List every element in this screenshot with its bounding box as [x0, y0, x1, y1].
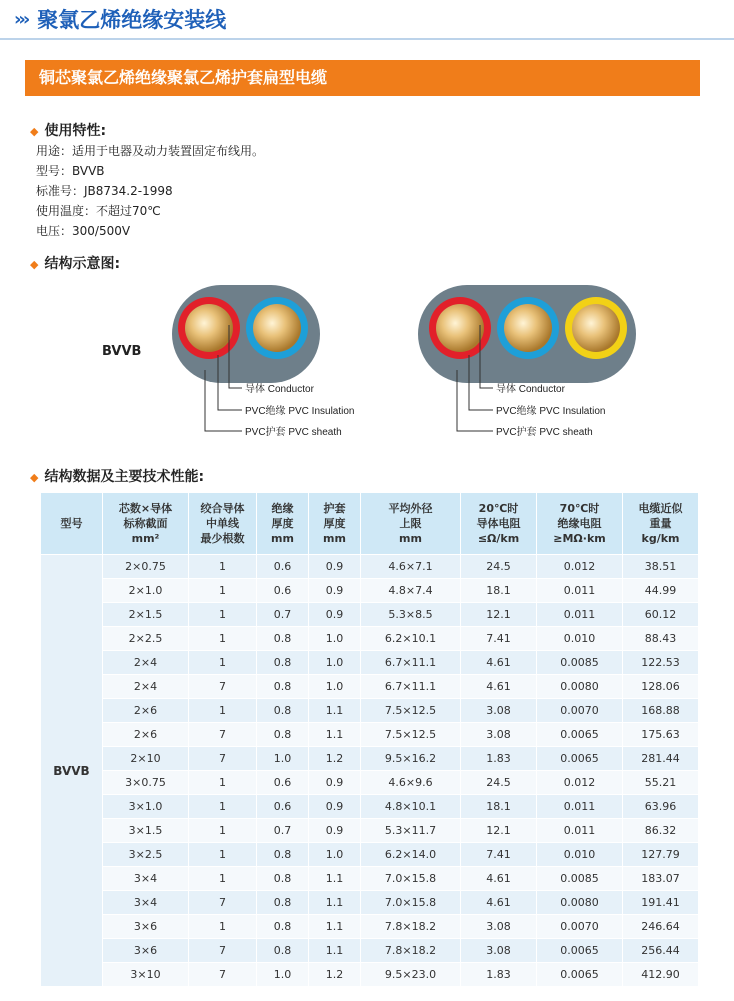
table-cell: 24.5 — [461, 771, 537, 795]
table-cell: 1.0 — [257, 963, 309, 987]
table-cell: 3×1.0 — [103, 795, 189, 819]
features-heading: ◆ 使用特性: — [30, 123, 107, 139]
table-cell: 0.8 — [257, 915, 309, 939]
column-header-line: 平均外径 — [388, 502, 433, 515]
table-cell: 0.9 — [309, 819, 361, 843]
table-cell: 4.61 — [461, 675, 537, 699]
table-cell: 0.9 — [309, 555, 361, 579]
table-cell: 18.1 — [461, 579, 537, 603]
table-row — [41, 555, 699, 579]
table-cell: 1 — [189, 603, 257, 627]
column-header-line: 芯数×导体 — [118, 502, 173, 515]
table-cell: 281.44 — [623, 747, 699, 771]
column-header-line: 电缆近似 — [638, 502, 683, 515]
table-cell: 0.6 — [257, 555, 309, 579]
table-cell: 0.9 — [309, 603, 361, 627]
table-row — [41, 627, 699, 651]
table-cell: 0.0065 — [537, 939, 623, 963]
table-cell: 5.3×11.7 — [361, 819, 461, 843]
table-cell: 24.5 — [461, 555, 537, 579]
table-cell: 7.8×18.2 — [361, 915, 461, 939]
table-cell: 0.0080 — [537, 891, 623, 915]
table-cell: 1.2 — [309, 747, 361, 771]
table-cell: 0.8 — [257, 699, 309, 723]
model-cell: BVVB — [41, 555, 103, 987]
table-cell: 4.8×10.1 — [361, 795, 461, 819]
table-cell: 1.1 — [309, 891, 361, 915]
column-header — [361, 493, 461, 555]
table-cell: 0.010 — [537, 627, 623, 651]
table-cell: 7 — [189, 747, 257, 771]
column-header-line: 重量 — [649, 517, 672, 530]
column-header — [103, 493, 189, 555]
table-cell: 3.08 — [461, 939, 537, 963]
table-cell: 0.8 — [257, 891, 309, 915]
table-cell: 3×2.5 — [103, 843, 189, 867]
table-cell: 1 — [189, 795, 257, 819]
spec-voltage: 电压：300/500V — [36, 224, 131, 238]
table-cell: 6.2×14.0 — [361, 843, 461, 867]
table-cell: 1 — [189, 579, 257, 603]
table-cell: 0.8 — [257, 939, 309, 963]
table-cell: 2×4 — [103, 651, 189, 675]
column-header-line: mm — [271, 532, 294, 545]
table-row — [41, 771, 699, 795]
table-cell: 0.0065 — [537, 747, 623, 771]
table-cell: 0.8 — [257, 723, 309, 747]
callout-sheath: PVC护套 PVC sheath — [496, 427, 593, 438]
header-divider — [0, 38, 734, 40]
table-cell: 86.32 — [623, 819, 699, 843]
table-cell: 7 — [189, 963, 257, 987]
column-header-line: mm — [323, 532, 346, 545]
structure-heading: ◆ 结构示意图: — [30, 256, 121, 272]
table-cell: 1 — [189, 867, 257, 891]
table-cell: 0.8 — [257, 627, 309, 651]
table-cell: 5.3×8.5 — [361, 603, 461, 627]
column-header-line: 厚度 — [323, 517, 346, 530]
table-row — [41, 963, 699, 987]
table-cell: 0.011 — [537, 819, 623, 843]
table-cell: 63.96 — [623, 795, 699, 819]
table-cell: 1.1 — [309, 915, 361, 939]
table-row — [41, 819, 699, 843]
data-heading: ◆ 结构数据及主要技术性能: — [30, 469, 205, 485]
table-cell: 88.43 — [623, 627, 699, 651]
table-cell: 175.63 — [623, 723, 699, 747]
table-cell: 0.8 — [257, 843, 309, 867]
table-cell: 7.5×12.5 — [361, 723, 461, 747]
table-cell: 0.8 — [257, 675, 309, 699]
table-cell: 168.88 — [623, 699, 699, 723]
table-cell: 412.90 — [623, 963, 699, 987]
table-cell: 7.8×18.2 — [361, 939, 461, 963]
table-cell: 3×6 — [103, 939, 189, 963]
column-header — [189, 493, 257, 555]
table-cell: 1 — [189, 699, 257, 723]
table-cell: 0.0070 — [537, 699, 623, 723]
table-cell: 122.53 — [623, 651, 699, 675]
table-cell: 9.5×16.2 — [361, 747, 461, 771]
table-cell: 0.0085 — [537, 867, 623, 891]
table-cell: 4.8×7.4 — [361, 579, 461, 603]
table-cell: 0.7 — [257, 603, 309, 627]
table-cell: 2×4 — [103, 675, 189, 699]
table-cell: 2×10 — [103, 747, 189, 771]
table-cell: 0.8 — [257, 651, 309, 675]
table-cell: 0.8 — [257, 867, 309, 891]
table-cell: 7.0×15.8 — [361, 867, 461, 891]
spec-model: 型号：BVVB — [36, 164, 105, 178]
table-cell: 0.010 — [537, 843, 623, 867]
column-header-line: 最少根数 — [200, 532, 245, 545]
column-header-line: 标称截面 — [123, 517, 168, 530]
table-row — [41, 723, 699, 747]
table-row — [41, 939, 699, 963]
column-header-line: 20℃时 — [478, 502, 519, 515]
spec-table-container — [40, 492, 698, 987]
table-cell: 3×4 — [103, 891, 189, 915]
table-cell: 183.07 — [623, 867, 699, 891]
callout-insulation: PVC绝缘 PVC Insulation — [245, 406, 355, 417]
column-header — [461, 493, 537, 555]
column-header-line: kg/km — [641, 532, 680, 545]
table-cell: 0.011 — [537, 603, 623, 627]
table-cell: 38.51 — [623, 555, 699, 579]
table-cell: 2×0.75 — [103, 555, 189, 579]
table-cell: 0.012 — [537, 771, 623, 795]
table-cell: 0.0085 — [537, 651, 623, 675]
table-cell: 1 — [189, 771, 257, 795]
table-cell: 0.6 — [257, 771, 309, 795]
table-cell: 55.21 — [623, 771, 699, 795]
table-cell: 3.08 — [461, 723, 537, 747]
page-title: 聚氯乙烯绝缘安装线 — [37, 8, 227, 32]
table-cell: 3.08 — [461, 699, 537, 723]
table-cell: 1.0 — [309, 651, 361, 675]
diagram-model-label: BVVB — [102, 344, 142, 359]
table-cell: 2×6 — [103, 699, 189, 723]
table-row — [41, 603, 699, 627]
table-cell: 246.64 — [623, 915, 699, 939]
table-cell: 3×0.75 — [103, 771, 189, 795]
column-header — [623, 493, 699, 555]
column-header-line: 绝缘 — [271, 502, 294, 515]
table-row — [41, 675, 699, 699]
table-cell: 1 — [189, 843, 257, 867]
table-cell: 7.5×12.5 — [361, 699, 461, 723]
table-row — [41, 915, 699, 939]
two-core-cable — [172, 285, 320, 383]
table-cell: 4.6×7.1 — [361, 555, 461, 579]
table-cell: 0.0065 — [537, 963, 623, 987]
table-cell: 1.1 — [309, 867, 361, 891]
chevrons-icon: ››› — [14, 8, 28, 30]
table-cell: 0.9 — [309, 579, 361, 603]
table-cell: 7 — [189, 675, 257, 699]
table-cell: 7 — [189, 723, 257, 747]
column-header — [309, 493, 361, 555]
table-row — [41, 651, 699, 675]
table-cell: 44.99 — [623, 579, 699, 603]
column-header-line: mm — [399, 532, 422, 545]
column-header-line: ≥MΩ·km — [553, 532, 606, 545]
table-cell: 7 — [189, 939, 257, 963]
table-row — [41, 843, 699, 867]
table-row — [41, 891, 699, 915]
table-row — [41, 699, 699, 723]
table-cell: 3.08 — [461, 915, 537, 939]
column-header-line: 护套 — [323, 502, 346, 515]
table-header-row — [41, 493, 699, 555]
table-cell: 1 — [189, 819, 257, 843]
column-header-line: 上限 — [399, 517, 422, 530]
column-header — [537, 493, 623, 555]
table-cell: 6.2×10.1 — [361, 627, 461, 651]
table-cell: 256.44 — [623, 939, 699, 963]
table-cell: 0.011 — [537, 795, 623, 819]
table-cell: 1 — [189, 651, 257, 675]
table-cell: 12.1 — [461, 603, 537, 627]
table-cell: 3×1.5 — [103, 819, 189, 843]
table-row — [41, 867, 699, 891]
table-cell: 1.1 — [309, 699, 361, 723]
callout-conductor: 导体 Conductor — [245, 384, 314, 395]
three-core-cable — [418, 285, 636, 383]
table-cell: 2×6 — [103, 723, 189, 747]
table-cell: 7.41 — [461, 843, 537, 867]
column-header-line: 绞合导体 — [200, 502, 245, 515]
spec-usage: 用途：适用于电器及动力装置固定布线用。 — [36, 144, 265, 158]
table-cell: 2×2.5 — [103, 627, 189, 651]
table-cell: 0.7 — [257, 819, 309, 843]
table-cell: 1.1 — [309, 939, 361, 963]
column-header-line: ≤Ω/km — [477, 532, 520, 545]
column-header-line: 型号 — [60, 517, 83, 530]
column-header-line: 70℃时 — [559, 502, 600, 515]
spec-table — [40, 492, 699, 987]
table-row — [41, 747, 699, 771]
table-body — [41, 555, 699, 987]
table-cell: 4.61 — [461, 651, 537, 675]
table-cell: 12.1 — [461, 819, 537, 843]
spec-standard: 标准号：JB8734.2-1998 — [36, 184, 173, 198]
table-cell: 191.41 — [623, 891, 699, 915]
column-header-line: 厚度 — [271, 517, 294, 530]
column-header — [257, 493, 309, 555]
table-cell: 4.61 — [461, 891, 537, 915]
table-cell: 1.0 — [309, 675, 361, 699]
product-banner: 铜芯聚氯乙烯绝缘聚氯乙烯护套扁型电缆 — [25, 60, 700, 96]
table-cell: 0.0065 — [537, 723, 623, 747]
diamond-bullet-icon: ◆ — [30, 258, 39, 271]
table-cell: 6.7×11.1 — [361, 675, 461, 699]
column-header-line: mm² — [131, 532, 160, 545]
table-cell: 3×4 — [103, 867, 189, 891]
table-cell: 4.61 — [461, 867, 537, 891]
table-cell: 1.0 — [257, 747, 309, 771]
table-cell: 1 — [189, 915, 257, 939]
spec-list — [36, 141, 264, 241]
table-cell: 0.9 — [309, 795, 361, 819]
table-cell: 6.7×11.1 — [361, 651, 461, 675]
table-cell: 60.12 — [623, 603, 699, 627]
table-cell: 1 — [189, 555, 257, 579]
table-cell: 0.6 — [257, 579, 309, 603]
table-cell: 0.0070 — [537, 915, 623, 939]
table-row — [41, 579, 699, 603]
page-header — [14, 4, 226, 34]
table-cell: 2×1.5 — [103, 603, 189, 627]
table-cell: 7.41 — [461, 627, 537, 651]
callout-insulation: PVC绝缘 PVC Insulation — [496, 406, 606, 417]
table-cell: 1.1 — [309, 723, 361, 747]
table-cell: 18.1 — [461, 795, 537, 819]
column-header-line: 绝缘电阻 — [557, 517, 602, 530]
table-cell: 0.9 — [309, 771, 361, 795]
callout-sheath: PVC护套 PVC sheath — [245, 427, 342, 438]
table-cell: 4.6×9.6 — [361, 771, 461, 795]
table-cell: 1 — [189, 627, 257, 651]
column-header — [41, 493, 103, 555]
table-cell: 9.5×23.0 — [361, 963, 461, 987]
table-cell: 1.0 — [309, 627, 361, 651]
diamond-bullet-icon: ◆ — [30, 471, 39, 484]
table-cell: 3×6 — [103, 915, 189, 939]
table-cell: 128.06 — [623, 675, 699, 699]
table-cell: 0.6 — [257, 795, 309, 819]
table-row — [41, 795, 699, 819]
diamond-bullet-icon: ◆ — [30, 125, 39, 138]
table-cell: 0.012 — [537, 555, 623, 579]
table-cell: 127.79 — [623, 843, 699, 867]
table-cell: 2×1.0 — [103, 579, 189, 603]
cable-cross-section-diagram — [0, 270, 734, 450]
table-cell: 7.0×15.8 — [361, 891, 461, 915]
table-cell: 1.0 — [309, 843, 361, 867]
table-cell: 3×10 — [103, 963, 189, 987]
table-cell: 1.83 — [461, 747, 537, 771]
callout-conductor: 导体 Conductor — [496, 384, 565, 395]
table-cell: 1.2 — [309, 963, 361, 987]
spec-temperature: 使用温度：不超过70℃ — [36, 204, 161, 218]
table-cell: 1.83 — [461, 963, 537, 987]
table-cell: 0.011 — [537, 579, 623, 603]
column-header-line: 导体电阻 — [476, 517, 521, 530]
table-cell: 7 — [189, 891, 257, 915]
table-cell: 0.0080 — [537, 675, 623, 699]
column-header-line: 中单线 — [206, 517, 239, 530]
